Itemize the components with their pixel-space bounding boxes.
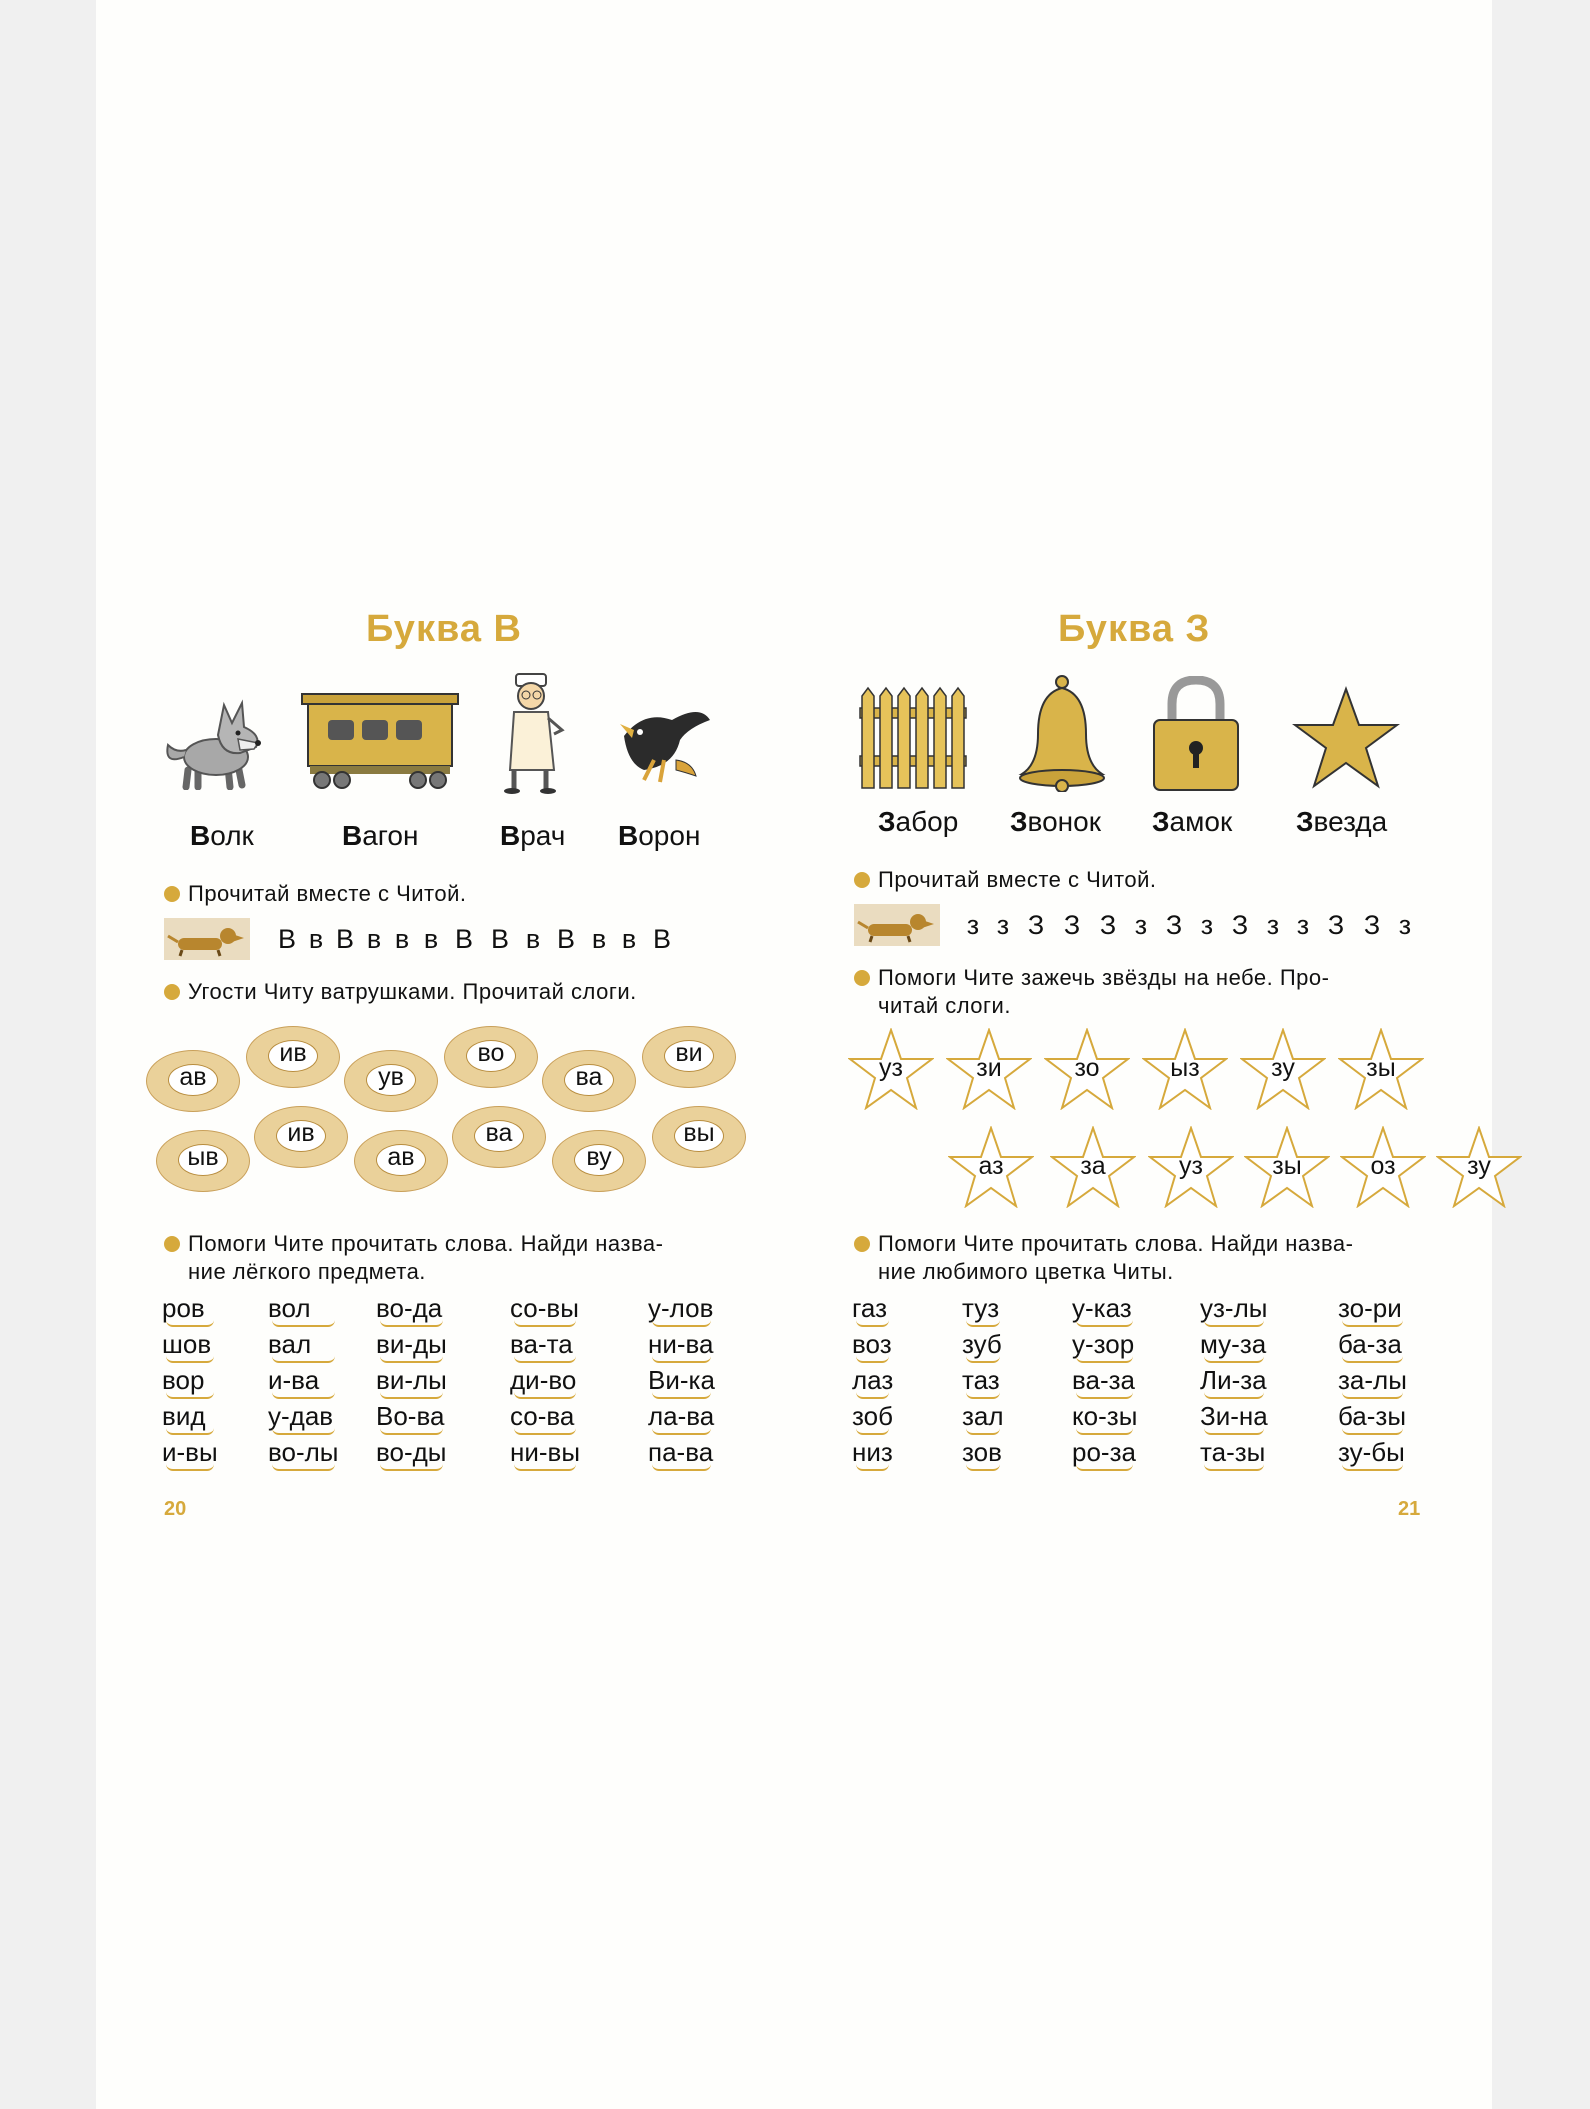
bullet-icon — [854, 1236, 870, 1252]
bullet-icon — [854, 970, 870, 986]
bagel-syllable: ву — [552, 1130, 646, 1192]
raven-icon — [614, 700, 714, 785]
word: у-каз — [1072, 1292, 1137, 1328]
star-syllable: аз — [948, 1126, 1034, 1208]
letters-row-right: з з З З З з З з З з з З З з — [966, 910, 1412, 940]
word: низ — [852, 1436, 893, 1472]
bagel-syllable: ва — [452, 1106, 546, 1168]
word: у-лов — [648, 1292, 715, 1328]
word: ни-вы — [510, 1436, 580, 1472]
word: вор — [162, 1364, 218, 1400]
picture-word-8: Звезда — [1296, 806, 1388, 837]
fence-icon — [858, 686, 968, 790]
bagel-syllable: ав — [146, 1050, 240, 1112]
word: ва-та — [510, 1328, 580, 1364]
picture-word-4: Ворон — [618, 820, 701, 851]
word: Ли-за — [1200, 1364, 1268, 1400]
word: во-лы — [268, 1436, 339, 1472]
word: зоб — [852, 1400, 893, 1436]
word: Ви-ка — [648, 1364, 715, 1400]
star-icon — [1292, 686, 1400, 790]
page-title-right: Буква З — [1058, 608, 1211, 650]
task-read-together-left: Прочитай вместе с Читой. — [164, 880, 467, 908]
star-syllable: уз — [1148, 1126, 1234, 1208]
word: со-ва — [510, 1400, 580, 1436]
bell-icon — [1016, 674, 1106, 792]
word: ди-во — [510, 1364, 580, 1400]
word: ви-ды — [376, 1328, 447, 1364]
star-syllable: зо — [1044, 1028, 1130, 1110]
word: вал — [268, 1328, 339, 1364]
star-syllable: зы — [1338, 1028, 1424, 1110]
task-read-words-left: Помоги Чите прочитать слова. Найди назва- ние лёгкого предмета. — [164, 1230, 663, 1286]
word: уз-лы — [1200, 1292, 1268, 1328]
wolf-icon — [158, 695, 268, 790]
word: вид — [162, 1400, 218, 1436]
word: зу-бы — [1338, 1436, 1407, 1472]
word: ви-лы — [376, 1364, 447, 1400]
word: зо-ри — [1338, 1292, 1407, 1328]
task-treat-left: Угости Читу ватрушками. Прочитай слоги. — [164, 978, 637, 1006]
star-syllable: зи — [946, 1028, 1032, 1110]
task-stars-right: Помоги Чите зажечь звёзды на небе. Про- читай слоги. — [854, 964, 1329, 1020]
page-number-right: 21 — [1398, 1498, 1421, 1520]
doctor-icon — [496, 670, 576, 795]
padlock-icon — [1150, 676, 1242, 792]
word: та-зы — [1200, 1436, 1268, 1472]
word: ба-за — [1338, 1328, 1407, 1364]
star-syllable: зы — [1244, 1126, 1330, 1208]
star-syllable: зу — [1436, 1126, 1522, 1208]
book-spread — [96, 0, 1492, 2109]
dachshund-icon — [164, 918, 250, 960]
bagel-syllable: во — [444, 1026, 538, 1088]
bagel-syllable: ви — [642, 1026, 736, 1088]
picture-word-7: Замок — [1152, 806, 1233, 837]
bullet-icon — [164, 1236, 180, 1252]
word: у-дав — [268, 1400, 339, 1436]
word: Зи-на — [1200, 1400, 1268, 1436]
bagel-syllable: ав — [354, 1130, 448, 1192]
picture-word-1: Волк — [190, 820, 254, 851]
word: во-ды — [376, 1436, 447, 1472]
word: вол — [268, 1292, 339, 1328]
star-syllable: уз — [848, 1028, 934, 1110]
word: воз — [852, 1328, 893, 1364]
word: туз — [962, 1292, 1004, 1328]
letters-row-left: В в В в в в В В в В в в В — [277, 924, 671, 954]
dachshund-thumb-right — [854, 904, 940, 946]
word: Во-ва — [376, 1400, 447, 1436]
word: ба-зы — [1338, 1400, 1407, 1436]
dachshund-thumb-left — [164, 918, 250, 960]
bagel-syllable: ув — [344, 1050, 438, 1112]
word: па-ва — [648, 1436, 715, 1472]
word: за-лы — [1338, 1364, 1407, 1400]
picture-word-3: Врач — [500, 820, 566, 851]
picture-word-5: Забор — [878, 806, 959, 837]
word: ни-ва — [648, 1328, 715, 1364]
word: шов — [162, 1328, 218, 1364]
word: му-за — [1200, 1328, 1268, 1364]
bagel-syllable: вы — [652, 1106, 746, 1168]
word: зуб — [962, 1328, 1004, 1364]
bagel-syllable: ыв — [156, 1130, 250, 1192]
word: ко-зы — [1072, 1400, 1137, 1436]
star-syllable: ыз — [1142, 1028, 1228, 1110]
page-title-left: Буква В — [366, 608, 522, 650]
word: зов — [962, 1436, 1004, 1472]
word: зал — [962, 1400, 1004, 1436]
word: у-зор — [1072, 1328, 1137, 1364]
star-syllable: зу — [1240, 1028, 1326, 1110]
word: и-ва — [268, 1364, 339, 1400]
word: во-да — [376, 1292, 447, 1328]
task-read-words-right: Помоги Чите прочитать слова. Найди назва- ние любимого цветка Читы. — [854, 1230, 1353, 1286]
word: ров — [162, 1292, 218, 1328]
page-number-left: 20 — [164, 1498, 187, 1520]
bullet-icon — [854, 872, 870, 888]
picture-word-6: Звонок — [1010, 806, 1101, 837]
bullet-icon — [164, 886, 180, 902]
picture-word-2: Вагон — [342, 820, 419, 851]
word: ро-за — [1072, 1436, 1137, 1472]
word: со-вы — [510, 1292, 580, 1328]
bagel-syllable: ив — [246, 1026, 340, 1088]
bagel-syllable: ив — [254, 1106, 348, 1168]
task-read-together-right: Прочитай вместе с Читой. — [854, 866, 1157, 894]
word: ла-ва — [648, 1400, 715, 1436]
word: и-вы — [162, 1436, 218, 1472]
star-syllable: оз — [1340, 1126, 1426, 1208]
word: лаз — [852, 1364, 893, 1400]
word: газ — [852, 1292, 893, 1328]
star-syllable: за — [1050, 1126, 1136, 1208]
word: ва-за — [1072, 1364, 1137, 1400]
bullet-icon — [164, 984, 180, 1000]
wagon-icon — [300, 692, 460, 792]
bagel-syllable: ва — [542, 1050, 636, 1112]
dachshund-icon — [854, 904, 940, 946]
word: таз — [962, 1364, 1004, 1400]
